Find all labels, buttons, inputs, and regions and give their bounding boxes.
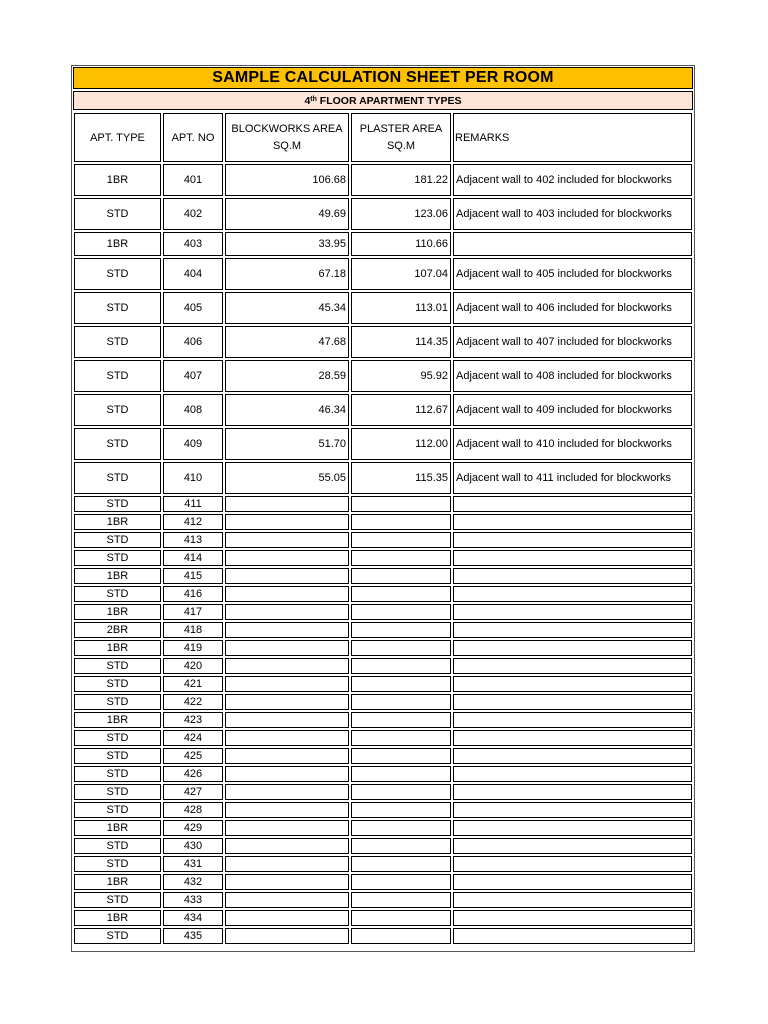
blockworks-area-cell (225, 694, 349, 710)
remarks-cell (453, 604, 692, 620)
apt-type-cell: STD (74, 784, 161, 800)
apt-type-cell: 2BR (74, 622, 161, 638)
apt-type-cell: STD (74, 394, 161, 426)
plaster-area-cell (351, 694, 451, 710)
blockworks-area-cell: 106.68 (225, 164, 349, 196)
remarks-cell (453, 730, 692, 746)
apt-no-cell: 407 (163, 360, 223, 392)
remarks-cell (453, 532, 692, 548)
plaster-area-cell (351, 676, 451, 692)
table-row (74, 784, 692, 800)
remarks-cell (453, 748, 692, 764)
header-plaster-line1: PLASTER AREA (359, 122, 443, 135)
apt-no-cell: 432 (163, 874, 223, 890)
table-row (74, 802, 692, 818)
table-row (74, 874, 692, 890)
plaster-area-cell (351, 910, 451, 926)
apt-no-cell: 414 (163, 550, 223, 566)
blockworks-area-cell (225, 730, 349, 746)
plaster-area-cell (351, 748, 451, 764)
remarks-cell (453, 892, 692, 908)
apt-type-cell: 1BR (74, 232, 161, 256)
plaster-area-cell: 95.92 (351, 360, 451, 392)
table-row (74, 910, 692, 926)
plaster-area-cell: 112.00 (351, 428, 451, 460)
sheet-title (73, 67, 693, 89)
blockworks-area-cell (225, 856, 349, 872)
blockworks-area-cell: 51.70 (225, 428, 349, 460)
blockworks-area-cell (225, 712, 349, 728)
blockworks-area-cell (225, 640, 349, 656)
blockworks-area-cell (225, 568, 349, 584)
blockworks-area-cell (225, 622, 349, 638)
plaster-area-cell (351, 658, 451, 674)
apt-no-cell: 403 (163, 232, 223, 256)
header-plaster-area (351, 113, 451, 162)
blockworks-area-cell (225, 658, 349, 674)
plaster-area-cell (351, 532, 451, 548)
blockworks-area-cell: 45.34 (225, 292, 349, 324)
apt-no-cell: 425 (163, 748, 223, 764)
plaster-area-cell (351, 766, 451, 782)
table-row (74, 766, 692, 782)
plaster-area-cell (351, 496, 451, 512)
plaster-area-cell (351, 514, 451, 530)
table-header-row (74, 113, 692, 162)
apt-no-cell: 431 (163, 856, 223, 872)
apt-no-cell: 434 (163, 910, 223, 926)
table-row (74, 622, 692, 638)
header-remarks: REMARKS (453, 113, 692, 162)
header-blockworks-line1: BLOCKWORKS AREA (231, 122, 343, 135)
table-row (74, 712, 692, 728)
apt-type-cell: 1BR (74, 712, 161, 728)
apt-type-cell: 1BR (74, 514, 161, 530)
blockworks-area-cell (225, 532, 349, 548)
plaster-area-cell (351, 730, 451, 746)
blockworks-area-cell (225, 766, 349, 782)
table-row (74, 604, 692, 620)
apt-type-cell: STD (74, 694, 161, 710)
blockworks-area-cell: 47.68 (225, 326, 349, 358)
apt-type-cell: 1BR (74, 568, 161, 584)
plaster-area-cell (351, 640, 451, 656)
remarks-cell (453, 838, 692, 854)
remarks-cell: Adjacent wall to 402 included for blockworks (453, 164, 692, 196)
plaster-area-cell: 112.67 (351, 394, 451, 426)
remarks-cell (453, 820, 692, 836)
plaster-area-cell: 114.35 (351, 326, 451, 358)
apt-no-cell: 415 (163, 568, 223, 584)
apt-no-cell: 419 (163, 640, 223, 656)
table-row (74, 856, 692, 872)
apt-type-cell: STD (74, 928, 161, 944)
table-row (74, 892, 692, 908)
plaster-area-cell: 115.35 (351, 462, 451, 494)
apt-type-cell: 1BR (74, 874, 161, 890)
apt-no-cell: 402 (163, 198, 223, 230)
remarks-cell (453, 856, 692, 872)
blockworks-area-cell (225, 550, 349, 566)
remarks-cell (453, 550, 692, 566)
apt-no-cell: 429 (163, 820, 223, 836)
plaster-area-cell: 107.04 (351, 258, 451, 290)
remarks-cell (453, 676, 692, 692)
remarks-cell: Adjacent wall to 410 included for blockworks (453, 428, 692, 460)
apt-type-cell: 1BR (74, 820, 161, 836)
table-row (74, 568, 692, 584)
apt-type-cell: STD (74, 802, 161, 818)
blockworks-area-cell (225, 496, 349, 512)
table-row (74, 676, 692, 692)
header-apt-no: APT. NO (163, 113, 223, 162)
blockworks-area-cell: 49.69 (225, 198, 349, 230)
apt-no-cell: 408 (163, 394, 223, 426)
header-blockworks-area (225, 113, 349, 162)
floor-number: 4 (304, 94, 311, 107)
remarks-cell: Adjacent wall to 409 included for blockworks (453, 394, 692, 426)
remarks-cell (453, 802, 692, 818)
apt-no-cell: 430 (163, 838, 223, 854)
table-row (74, 292, 692, 324)
apt-no-cell: 413 (163, 532, 223, 548)
table-row (74, 462, 692, 494)
blockworks-area-cell (225, 802, 349, 818)
blockworks-area-cell (225, 514, 349, 530)
table-row (74, 748, 692, 764)
plaster-area-cell (351, 802, 451, 818)
blockworks-area-cell: 33.95 (225, 232, 349, 256)
plaster-area-cell (351, 892, 451, 908)
plaster-area-cell: 113.01 (351, 292, 451, 324)
table-row (74, 232, 692, 256)
remarks-cell (453, 496, 692, 512)
table-row (74, 258, 692, 290)
apt-no-cell: 427 (163, 784, 223, 800)
apt-type-cell: STD (74, 892, 161, 908)
floor-subtitle: 4 $^{th}$ FLOOR APARTMENT TYPES (73, 91, 693, 110)
apt-type-cell: STD (74, 730, 161, 746)
apt-no-cell: 409 (163, 428, 223, 460)
plaster-area-cell: 110.66 (351, 232, 451, 256)
remarks-cell (453, 928, 692, 944)
apt-type-cell: STD (74, 856, 161, 872)
table-row (74, 820, 692, 836)
remarks-cell (453, 766, 692, 782)
apt-no-cell: 418 (163, 622, 223, 638)
apt-type-cell: STD (74, 326, 161, 358)
apt-type-cell: STD (74, 676, 161, 692)
apt-no-cell: 420 (163, 658, 223, 674)
plaster-area-cell: 123.06 (351, 198, 451, 230)
apt-type-cell: STD (74, 748, 161, 764)
blockworks-area-cell: 55.05 (225, 462, 349, 494)
apt-no-cell: 421 (163, 676, 223, 692)
apt-type-cell: 1BR (74, 640, 161, 656)
plaster-area-cell (351, 838, 451, 854)
blockworks-area-cell (225, 784, 349, 800)
plaster-area-cell: 181.22 (351, 164, 451, 196)
apt-no-cell: 435 (163, 928, 223, 944)
plaster-area-cell (351, 550, 451, 566)
plaster-area-cell (351, 712, 451, 728)
apt-type-cell: STD (74, 532, 161, 548)
apt-no-cell: 404 (163, 258, 223, 290)
table-row (74, 838, 692, 854)
table-row (74, 394, 692, 426)
remarks-cell: Adjacent wall to 411 included for blockworks (453, 462, 692, 494)
apt-type-cell: 1BR (74, 910, 161, 926)
remarks-cell (453, 712, 692, 728)
apt-no-cell: 422 (163, 694, 223, 710)
remarks-cell (453, 586, 692, 602)
blockworks-area-cell: 67.18 (225, 258, 349, 290)
apt-no-cell: 423 (163, 712, 223, 728)
apt-type-cell: 1BR (74, 604, 161, 620)
apartment-table (72, 111, 694, 946)
apt-type-cell: STD (74, 462, 161, 494)
plaster-area-cell (351, 568, 451, 584)
remarks-cell (453, 622, 692, 638)
apt-type-cell: STD (74, 550, 161, 566)
remarks-cell (453, 232, 692, 256)
plaster-area-cell (351, 874, 451, 890)
apt-no-cell: 405 (163, 292, 223, 324)
blockworks-area-cell (225, 838, 349, 854)
apt-no-cell: 411 (163, 496, 223, 512)
table-row (74, 360, 692, 392)
apt-type-cell: STD (74, 586, 161, 602)
apt-no-cell: 412 (163, 514, 223, 530)
apt-type-cell: STD (74, 198, 161, 230)
apt-type-cell: STD (74, 658, 161, 674)
apt-type-cell: STD (74, 496, 161, 512)
apt-type-cell: STD (74, 360, 161, 392)
table-row (74, 928, 692, 944)
apt-no-cell: 433 (163, 892, 223, 908)
table-row (74, 730, 692, 746)
remarks-cell (453, 910, 692, 926)
apt-no-cell: 401 (163, 164, 223, 196)
table-row (74, 694, 692, 710)
floor-subtitle-text: FLOOR APARTMENT TYPES (316, 94, 462, 107)
blockworks-area-cell (225, 604, 349, 620)
remarks-cell (453, 694, 692, 710)
table-row (74, 640, 692, 656)
apt-no-cell: 410 (163, 462, 223, 494)
table-row (74, 198, 692, 230)
sheet-title-text: SAMPLE CALCULATION SHEET PER ROOM (212, 69, 554, 86)
apt-no-cell: 406 (163, 326, 223, 358)
apt-no-cell: 428 (163, 802, 223, 818)
header-blockworks-line2: SQ.M (272, 139, 302, 152)
plaster-area-cell (351, 820, 451, 836)
blockworks-area-cell: 46.34 (225, 394, 349, 426)
apt-type-cell: STD (74, 838, 161, 854)
blockworks-area-cell (225, 820, 349, 836)
remarks-cell (453, 514, 692, 530)
plaster-area-cell (351, 604, 451, 620)
blockworks-area-cell (225, 910, 349, 926)
apt-no-cell: 417 (163, 604, 223, 620)
table-row (74, 586, 692, 602)
table-row (74, 550, 692, 566)
remarks-cell: Adjacent wall to 406 included for blockworks (453, 292, 692, 324)
remarks-cell (453, 658, 692, 674)
apt-no-cell: 416 (163, 586, 223, 602)
apt-type-cell: STD (74, 766, 161, 782)
table-row (74, 428, 692, 460)
blockworks-area-cell (225, 586, 349, 602)
table-row (74, 658, 692, 674)
apt-type-cell: STD (74, 292, 161, 324)
apt-type-cell: 1BR (74, 164, 161, 196)
apt-no-cell: 424 (163, 730, 223, 746)
blockworks-area-cell (225, 892, 349, 908)
blockworks-area-cell: 28.59 (225, 360, 349, 392)
remarks-cell: Adjacent wall to 407 included for blockworks (453, 326, 692, 358)
apt-type-cell: STD (74, 258, 161, 290)
plaster-area-cell (351, 928, 451, 944)
apt-no-cell: 426 (163, 766, 223, 782)
apt-type-cell: STD (74, 428, 161, 460)
blockworks-area-cell (225, 874, 349, 890)
plaster-area-cell (351, 622, 451, 638)
table-row (74, 532, 692, 548)
table-row (74, 326, 692, 358)
blockworks-area-cell (225, 748, 349, 764)
table-row (74, 496, 692, 512)
plaster-area-cell (351, 784, 451, 800)
blockworks-area-cell (225, 676, 349, 692)
plaster-area-cell (351, 856, 451, 872)
plaster-area-cell (351, 586, 451, 602)
remarks-cell: Adjacent wall to 408 included for blockworks (453, 360, 692, 392)
header-apt-type: APT. TYPE (74, 113, 161, 162)
header-plaster-line2: SQ.M (386, 139, 416, 152)
remarks-cell: Adjacent wall to 405 included for blockworks (453, 258, 692, 290)
table-row (74, 164, 692, 196)
remarks-cell (453, 874, 692, 890)
remarks-cell (453, 784, 692, 800)
blockworks-area-cell (225, 928, 349, 944)
table-row (74, 514, 692, 530)
remarks-cell (453, 568, 692, 584)
remarks-cell: Adjacent wall to 403 included for blockworks (453, 198, 692, 230)
remarks-cell (453, 640, 692, 656)
